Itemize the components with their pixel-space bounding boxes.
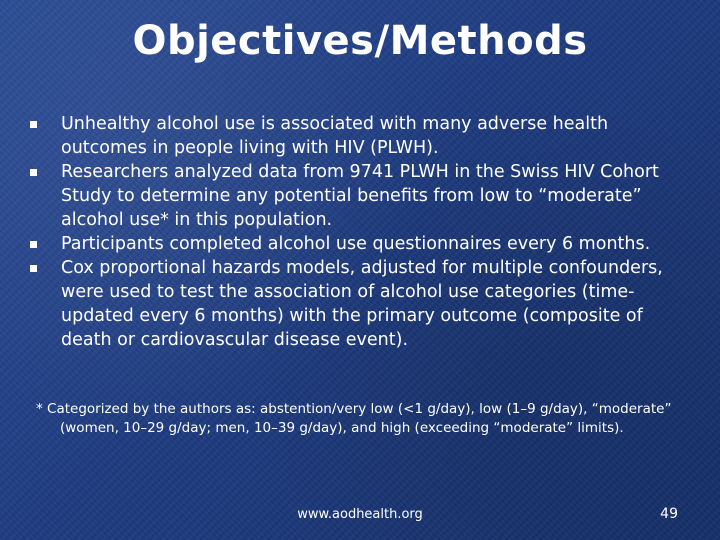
square-bullet-icon xyxy=(30,169,37,176)
bullet-item xyxy=(30,160,690,232)
bullet-item xyxy=(30,112,690,160)
page-number: 49 xyxy=(660,506,678,522)
bullet-item xyxy=(30,256,690,352)
bullet-text: Cox proportional hazards models, adjusted for multiple confounders, were used to test the association of alcohol use categories (time-updated every 6 months) with the primary outcome (composite of death or cardiovascular disease event). xyxy=(61,258,663,350)
square-bullet-icon xyxy=(30,265,37,272)
bullet-text: Participants completed alcohol use questionnaires every 6 months. xyxy=(61,234,651,254)
square-bullet-icon xyxy=(30,241,37,248)
bullet-text: Researchers analyzed data from 9741 PLWH in the Swiss HIV Cohort Study to determine any potential benefits from low to “moderate” alcohol use* in this population. xyxy=(61,162,659,230)
bullet-item xyxy=(30,232,690,256)
bullet-list xyxy=(30,112,690,352)
footnote: * Categorized by the authors as: abstention/very low (<1 g/day), low (1–9 g/day), “moderate” (women, 10–29 g/day; men, 10–39 g/day), and high (exceeding “moderate” limits). xyxy=(36,401,672,436)
slide-title: Objectives/Methods xyxy=(132,18,588,64)
bullet-text: Unhealthy alcohol use is associated with many adverse health outcomes in people living with HIV (PLWH). xyxy=(61,114,609,158)
footer-url: www.aodhealth.org xyxy=(297,507,423,522)
square-bullet-icon xyxy=(30,121,37,128)
